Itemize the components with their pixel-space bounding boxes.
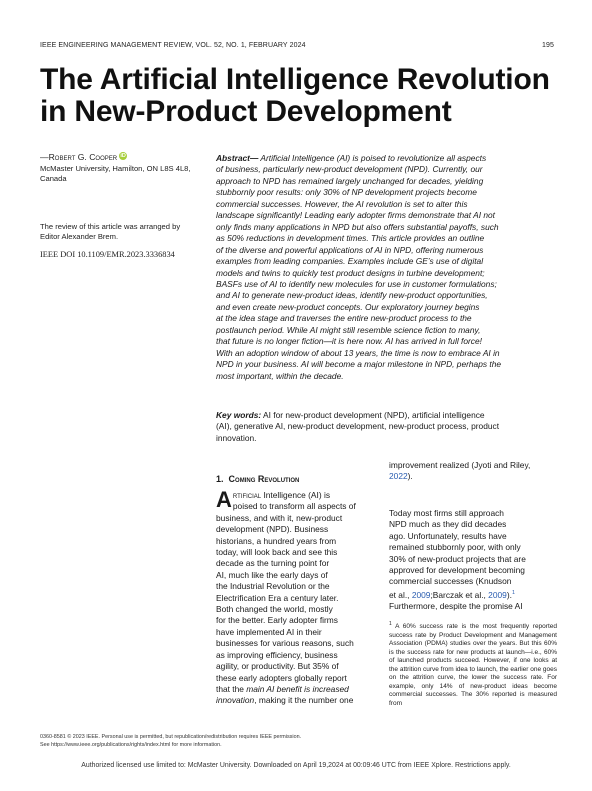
abstract-line: most important, within the decade. [216, 370, 344, 381]
abstract-label: Abstract— [216, 153, 259, 163]
review-note-line-2: Editor Alexander Brem. [40, 232, 119, 241]
body-line: approved for development becoming [389, 565, 525, 576]
affiliation-line-2: Canada [40, 174, 67, 183]
body-line: for the better. Early adopter firms [216, 615, 338, 626]
body-line: et al., [389, 589, 412, 600]
body-line: these early adopters globally report [216, 672, 347, 683]
body-line: ). [407, 471, 413, 482]
abstract-line: and even create new-product concepts. Our exploratory journey begins [216, 301, 480, 312]
abstract-line: as 50% reductions in development times. This article provides an outline [216, 233, 485, 244]
doi: IEEE DOI 10.1109/EMR.2023.3336834 [40, 250, 175, 259]
body-line: decade as the turning point for [216, 558, 330, 569]
keywords-line: (AI), generative AI, new-product development, new-product process, product [216, 421, 500, 432]
review-note [40, 222, 210, 242]
body-line: poised to transform all aspects of [232, 501, 356, 512]
author-dash: — [40, 152, 49, 162]
abstract-line: With an adoption window of about 13 years, the time is now to embrace AI in [216, 347, 500, 358]
abstract-line: landscape significantly! Leading early adopter firms demonstrate that AI not [216, 210, 496, 221]
body-line: business, and with it, new-product [216, 512, 343, 523]
body-line: NPD much as they did decades [389, 519, 507, 530]
author-name: Robert G. Cooper [48, 152, 118, 162]
affiliation-line-1: McMaster University, Hamilton, ON L8S 4L8, [40, 164, 191, 173]
article-title [40, 64, 560, 128]
abstract-line: and AI to generate new-product ideas, identify new-product opportunities, [216, 290, 488, 301]
body-line: 30% of new-product projects that are [389, 553, 526, 564]
body-line: businesses for various reasons, such [216, 638, 354, 649]
section-title: Coming Revolution [228, 474, 300, 484]
body-column-left [216, 487, 374, 707]
body-line: have implemented AI in their [216, 626, 322, 637]
abstract-line: commercial successes. However, the AI revolution is set to alter this [216, 198, 468, 209]
footnote-mark: 1 [389, 621, 392, 627]
page-number: 195 [542, 42, 554, 49]
body-line: remained stubbornly poor, with only [389, 542, 521, 553]
abstract-line: that future is no longer fiction—it is here now. AI has arrived in full force! [216, 336, 482, 347]
body-line: Today most firms still approach [389, 508, 504, 518]
abstract-line: Artificial Intelligence (AI) is poised to revolutionize all aspects [258, 153, 487, 163]
abstract-line: NPD in your business. AI will become a major milestone in NPD, perhaps the [216, 359, 502, 370]
article-title-line-2: in New-Product Development [40, 95, 452, 128]
citation-link-2009[interactable]: 2009 [411, 589, 431, 600]
body-line: , making it the number one [254, 695, 354, 706]
abstract-line: postlaunch period. While AI might still resemble science fiction to many, [216, 324, 481, 335]
body-line: development (NPD). Business [216, 524, 329, 535]
body-line: as improving efficiency, business [216, 649, 338, 660]
abstract-line: stubbornly poor results: only 30% of NP development projects become [216, 187, 477, 198]
author-line [40, 152, 210, 162]
abstract-line: models and twins to quickly test product designs in turbine development; [216, 267, 485, 278]
body-line: ;Barczak et al., [430, 589, 489, 600]
abstract-line: of business, particularly new-product development (NPD). Currently, our [216, 164, 483, 175]
citation-link-2009b[interactable]: 2009 [488, 589, 507, 600]
body-line: AI, much like the early days of [216, 569, 328, 580]
body-line: today, will look back and see this [216, 547, 338, 558]
abstract [216, 153, 552, 382]
keywords-label: Key words: [216, 410, 262, 420]
license-notice: Authorized licensed use limited to: McMaster University. Downloaded on April 19,2024 at 00:09:46 UTC from IEEE Xplore. Restrictions apply. [81, 762, 511, 769]
orcid-icon[interactable]: iD [120, 153, 126, 159]
body-column-right [389, 508, 557, 612]
body-line: commercial successes (Knudson [389, 576, 512, 587]
body-line: Electrification Era a century later. [216, 592, 339, 603]
keywords-line: AI for new-product development (NPD), artificial intelligence [261, 410, 485, 420]
footnote [389, 620, 557, 708]
review-note-line-1: The review of this article was arranged by [40, 222, 181, 231]
abstract-line: examples from leading companies. Examples include GE’s use of digital [216, 256, 484, 267]
section-heading [216, 474, 299, 484]
article-title-line-1: The Artificial Intelligence Revolution [40, 63, 550, 96]
first-word-rest: rtificial [232, 490, 262, 500]
section-number: 1. [216, 474, 224, 484]
drop-cap: A [216, 487, 232, 512]
footnote-text: A 60% success rate is the most frequently reported success rate by Product Development and Management Association (PDMA) studies over the years. But this 60% is the success rate for new products at launch—i.e., 60% of launched products succeed. However, if one looks at the attrition curve from idea to launch, the earlier one goes on the attrition curve, the lower the success rate. For example, only 14% of new-product ideas become commercial successes. The 30% reported is measured from [389, 623, 558, 707]
citation-link-2022[interactable]: 2022 [389, 471, 408, 482]
abstract-line: approach to NPD has remained largely unchanged for decades, yielding [216, 175, 484, 186]
body-line: ). [506, 589, 512, 600]
abstract-line: only finds many applications in NPD but also offers substantial payoffs, such [216, 221, 499, 232]
body-line: ago. Unfortunately, results have [389, 530, 507, 541]
emphasis-innovation: innovation [216, 695, 255, 706]
body-line: Both changed the world, mostly [216, 604, 333, 615]
body-line: improvement realized (Jyoti and Riley, [389, 460, 531, 470]
body-line: Intelligence (AI) is [261, 490, 331, 500]
keywords [216, 410, 556, 444]
abstract-line: of the diverse and powerful applications of AI in NPD, offering numerous [216, 244, 484, 255]
running-header-journal: IEEE ENGINEERING MANAGEMENT REVIEW, VOL. 52, NO. 1, FEBRUARY 2024 [40, 42, 306, 49]
body-line: that the [216, 683, 247, 694]
body-line: agility, or productivity. But 35% of [216, 661, 339, 672]
abstract-line: BASFs use of AI to identify new molecules for use in customer formulations; [216, 278, 497, 289]
footnote-marker-link[interactable]: 1 [511, 589, 515, 596]
emphasis-main-ai-benefit: main AI benefit is increased [246, 683, 349, 694]
abstract-line: at the idea stage and traverses the entire new-product process to the [216, 313, 472, 324]
author-affiliation [40, 164, 210, 184]
body-column-right-top [389, 460, 557, 483]
copyright-url-line: See https://www.ieee.org/publications/rights/index.html for more information. [40, 742, 222, 748]
body-line: Furthermore, despite the promise AI [389, 601, 523, 612]
body-line: historians, a hundred years from [216, 535, 337, 546]
copyright-line: 0360-8581 © 2023 IEEE. Personal use is permitted, but republication/redistribution requires IEEE permission. [40, 734, 302, 740]
body-line: the Industrial Revolution or the [216, 581, 330, 592]
keywords-line: innovation. [216, 432, 257, 443]
